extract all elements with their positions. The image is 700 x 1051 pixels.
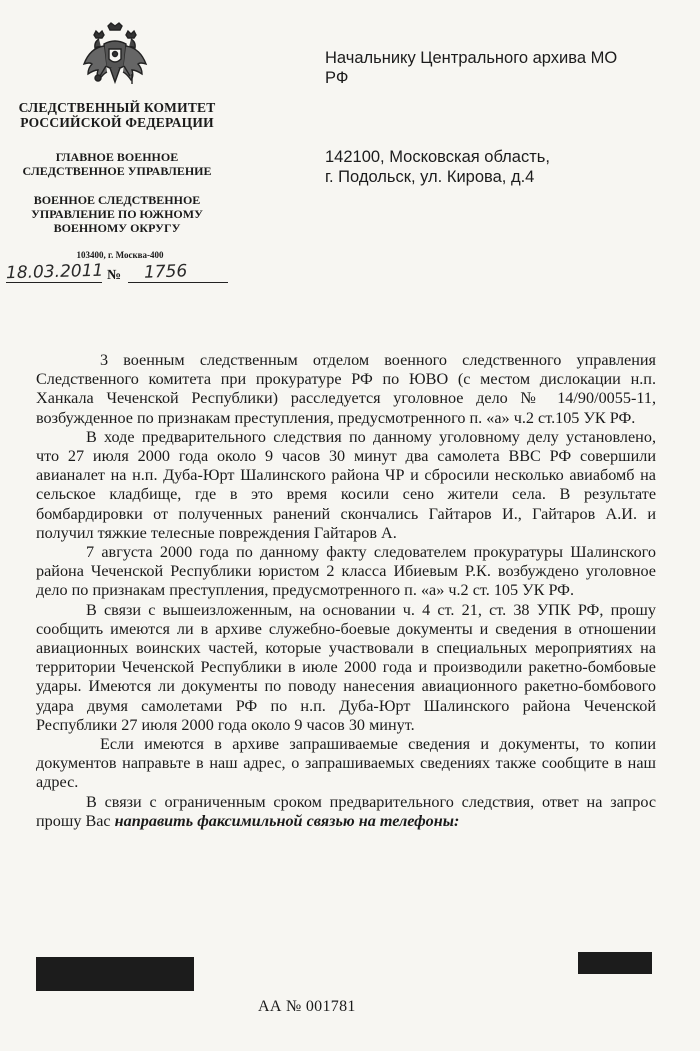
unit-line1: ВОЕННОЕ СЛЕДСТВЕННОЕ — [33, 193, 201, 207]
redaction-block — [36, 957, 194, 991]
paragraph-5: Если имеются в архиве запрашиваемые сведения и документы, то копии документов направьте в наш адрес, о запрашиваемых сведениях также сообщите в наш адрес. — [36, 735, 656, 792]
registration-number-label: № — [107, 268, 122, 283]
paragraph-1: 3 военным следственным отделом военного следственного управления Следственного комитета при прокуратуре РФ по ЮВО (с местом дислокации н.п. Ханкала Чеченской Республики) расследуется уголовное дело № 14/90/0055-11, возбужденное по признакам преступления, предусмотренного п. «а» ч.2 ст.105 УК РФ. — [36, 351, 656, 427]
unit-name — [20, 193, 214, 235]
paragraph-3: 7 августа 2000 года по данному факту следователем прокуратуры Шалинского района Чеченской Республики юристом 2 класса Ибиевым Р.К. возбуждено уголовное дело по признакам преступления, предусмотренного п. «а» ч.2 ст. 105 УК РФ. — [36, 543, 656, 600]
department-line2: СЛЕДСТВЕННОЕ УПРАВЛЕНИЕ — [22, 164, 212, 178]
addressee — [325, 48, 655, 88]
double-headed-eagle-icon — [82, 22, 148, 94]
addressee-line1: Начальнику Центрального архива МО — [325, 49, 618, 67]
addressee-address — [325, 147, 655, 187]
paragraph-4: В связи с вышеизложенным, на основании ч. 4 ст. 21, ст. 38 УПК РФ, прошу сообщить имеются ли в архиве служебно-боевые документы и сведения в отношении авиационных воинских частей, которые участвовали в специальных мероприятиях на территории Чеченской Республики в июле 2000 года и производили ракетно-бомбовые удары. Имеются ли документы по поводу нанесения авиационного ракетно-бомбового удара двумя самолетами РФ по н.п. Дуба-Юрт Шалинского района Чеченской Республики 27 июля 2000 года около 9 часов 30 минут. — [36, 600, 656, 734]
paragraph-2: В ходе предварительного следствия по данному уголовному делу установлено, что 27 июля 2000 года около 9 часов 30 минут два самолета ВВС РФ совершили авианалет на н.п. Дуба-Юрт Шалинского района ЧР и сбросили несколько авиабомб на сельское кладбище, где в это время косили сено жители села. В результате бомбардировки от полученных ранений скончались Гайтаров И., Гайтаров А.И. и получил тяжкие телесные повреждения Гайтаров А. — [36, 427, 656, 542]
date-underline — [6, 282, 102, 283]
paragraph-6-emphasis: направить факсимильной связью на телефоны: — [114, 811, 460, 830]
registration-line — [6, 262, 236, 286]
department-name — [20, 150, 214, 178]
postal-address: 103400, г. Москва-400 — [76, 250, 164, 260]
paragraph-6-text: В связи с ограниченным сроком предварительного следствия, ответ на запрос прошу Вас — [36, 792, 656, 830]
letter-body — [36, 351, 656, 831]
address-line1: 142100, Московская область, — [325, 148, 550, 166]
org-name-line2: РОССИЙСКОЙ ФЕДЕРАЦИИ — [20, 115, 214, 130]
paragraph-6 — [36, 793, 656, 831]
unit-line3: ВОЕННОМУ ОКРУГУ — [53, 221, 181, 235]
unit-line2: УПРАВЛЕНИЕ ПО ЮЖНОМУ — [31, 207, 203, 221]
registration-date: 18.03.2011 — [5, 260, 104, 284]
form-serial-number: АА № 001781 — [258, 998, 356, 1015]
number-underline — [128, 282, 228, 283]
redaction-block — [578, 952, 652, 974]
addressee-line2: РФ — [325, 69, 349, 87]
address-line2: г. Подольск, ул. Кирова, д.4 — [325, 168, 535, 186]
registration-number: 1756 — [143, 261, 188, 283]
department-line1: ГЛАВНОЕ ВОЕННОЕ — [55, 150, 179, 164]
org-name-line1: СЛЕДСТВЕННЫЙ КОМИТЕТ — [18, 100, 216, 115]
org-name — [12, 100, 222, 130]
